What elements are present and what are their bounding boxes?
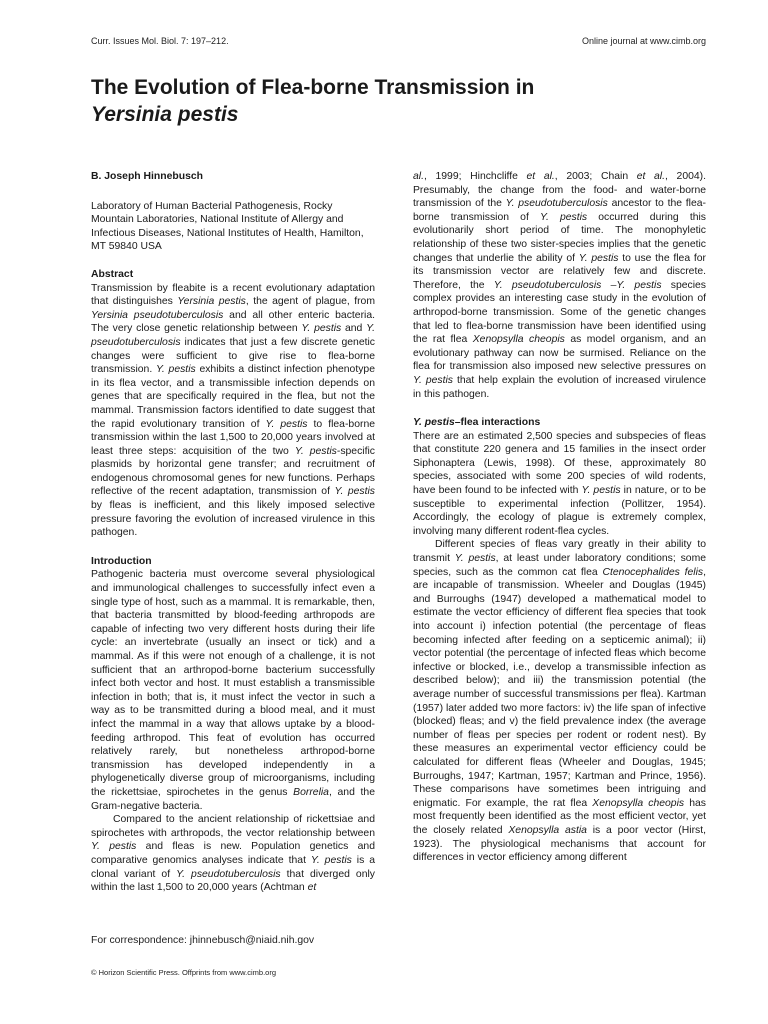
journal-website: Online journal at www.cimb.org bbox=[581, 36, 706, 46]
correspondence-email: For correspondence: jhinnebusch@niaid.nih.gov bbox=[91, 935, 315, 946]
author-name: B. Joseph Hinnebusch bbox=[91, 171, 204, 182]
article-title bbox=[91, 74, 711, 128]
intro-paragraph-1: Pathogenic bacteria must overcome several physiological and immunological challenges to successfully infect even a single type of host, such as a mammal. It is remarkable, then, that bacteria transmitted by blood-feeding arthropods are capable of infecting two very different hosts during their life cycle: an invertebrate (usually an insect or tick) and a mammal. As if this were not enough of a challenge, it is not sufficient that an arthropod-borne bacterium successfully infect both vector and host. It must establish a transmissible infection in both; that is, it must infect the vector in such a way as to be transmitted during a blood meal, and it must infect the mammal in a way that allows uptake by a blood-feeding arthropod. This feat of evolution has occurred relatively rarely, but nonetheless arthropod-borne transmission has developed independently in a phylogenetically diverse group of microorganisms, including the rickettsiae, spirochetes in the genus Borrelia, and the Gram-negative bacteria. bbox=[91, 569, 375, 812]
abstract-heading: Abstract bbox=[91, 268, 134, 280]
intro-paragraph-2: Compared to the ancient relationship of rickettsiae and spirochetes with arthropods, the vector relationship between Y. pestis and fleas is new. Population genetics and comparative genomics analyses indicate that Y. pestis is a clonal variant of Y. pseudotuberculosis that diverged only within the last 1,500 to 20,000 years (Achtman et bbox=[91, 814, 375, 894]
flea-interactions-heading: Y. pestis–flea interactions bbox=[413, 417, 541, 429]
copyright-footer: © Horizon Scientific Press. Offprints from www.cimb.org bbox=[91, 968, 277, 977]
title-line-2: Yersinia pestis bbox=[91, 103, 239, 126]
abstract-text: Transmission by fleabite is a recent evolutionary adaptation that distinguishes Yersinia pestis, the agent of plague, from Yersinia pseudotuberculosis and all other enteric bacteria. The very close genetic relationship between Y. pestis and Y. pseudotuberculosis indicates that just a few discrete genetic changes were sufficient to give rise to flea-borne transmission. Y. pestis exhibits a distinct infection phenotype in its flea vector, and a transmissible infection depends on genes that are specifically required in the flea, but not the mammal. Transmission factors identified to date suggest that the rapid evolutionary transition of Y. pestis to flea-borne transmission within the last 1,500 to 20,000 years involved at least three steps: acquisition of the two Y. pestis-specific plasmids by horizontal gene transfer; and recruitment of endogenous chromosomal genes for new functions. Perhaps reflective of the recent adaptation, transmission of Y. pestis by fleas is inefficient, and this likely imposed selective pressure favoring the evolution of increased virulence in this pathogen. bbox=[91, 282, 375, 539]
journal-citation: Curr. Issues Mol. Biol. 7: 197–212. bbox=[91, 36, 229, 46]
left-column bbox=[91, 170, 375, 895]
intro-continuation: al., 1999; Hinchcliffe et al., 2003; Chain et al., 2004). Presumably, the change from the food- and water-borne transmission of the Y. pseudotuberculosis ancestor to the flea-borne transmission of Y. pestis occurred during this evolutionarily short period of time. The monophyletic relationship of these two sister-species implies that the genetic changes that underlie the ability of Y. pestis to use the flea for its transmission vector are relatively few and discrete. Therefore, the Y. pseudotuberculosis –Y. pestis species complex provides an interesting case study in the evolution of arthropod-borne transmission. Some of the genetic changes that led to flea-borne transmission have been identified using the rat flea Xenopsylla cheopis as model organism, and an evolutionary pathway can now be surmised. Reliance on the flea for transmission also imposed new selective pressures on Y. pestis that help explain the evolution of increased virulence in this pathogen. bbox=[413, 171, 706, 400]
title-line-1: The Evolution of Flea-borne Transmission in bbox=[91, 76, 535, 99]
right-column bbox=[413, 170, 706, 865]
introduction-heading: Introduction bbox=[91, 555, 152, 567]
affiliation: Laboratory of Human Bacterial Pathogenesis, Rocky Mountain Laboratories, National Institute of Allergy and Infectious Diseases, National Institutes of Health, Hamilton, MT 59840 USA bbox=[91, 200, 364, 253]
flea-paragraph-2: Different species of fleas vary greatly in their ability to transmit Y. pestis, at least under laboratory conditions; some species, such as the common cat flea Ctenocephalides felis, are incapable of transmission. Wheeler and Douglas (1945) and Burroughs (1947) developed a mathematical model to estimate the vector efficiency of different flea species that took into account i) infection potential (the percentage of fleas becoming infected after feeding on a septicemic animal); ii) vector potential (the percentage of infected fleas which become infective or blocked, i.e., develop a transmissible infection as described below); and iii) the transmission potential (the average number of successful transmissions per flea). Kartman (1957) later added two more factors: iv) the life span of infective (blocked) fleas; and v) the field prevalence index (the average number of fleas per species per rodent or rodent nest). By these measures an experimental vector efficiency could be calculated for different fleas (Wheeler and Douglas, 1945; Burroughs, 1947; Kartman, 1957; Kartman and Prince, 1956). These comparisons have sometimes been intriguing and enigmatic. For example, the rat flea Xenopsylla cheopis has most frequently been identified as the most efficient vector, yet the closely related Xenopsylla astia is a poor vector (Hirst, 1923). The physiological mechanisms that account for differences in vector efficiency among different bbox=[413, 539, 707, 864]
flea-paragraph-1: There are an estimated 2,500 species and subspecies of fleas that constitute 220 genera and 15 families in the insect order Siphonaptera (Lewis, 1998). Of these, approximately 80 species, associated with some 200 species of wild rodents, have been found to be infected with Y. pestis in nature, or to be susceptible to experimental infection (Pollitzer, 1954). Accordingly, the ecology of plague is extremely complex, involving many different rodent-flea cycles. bbox=[413, 430, 706, 537]
